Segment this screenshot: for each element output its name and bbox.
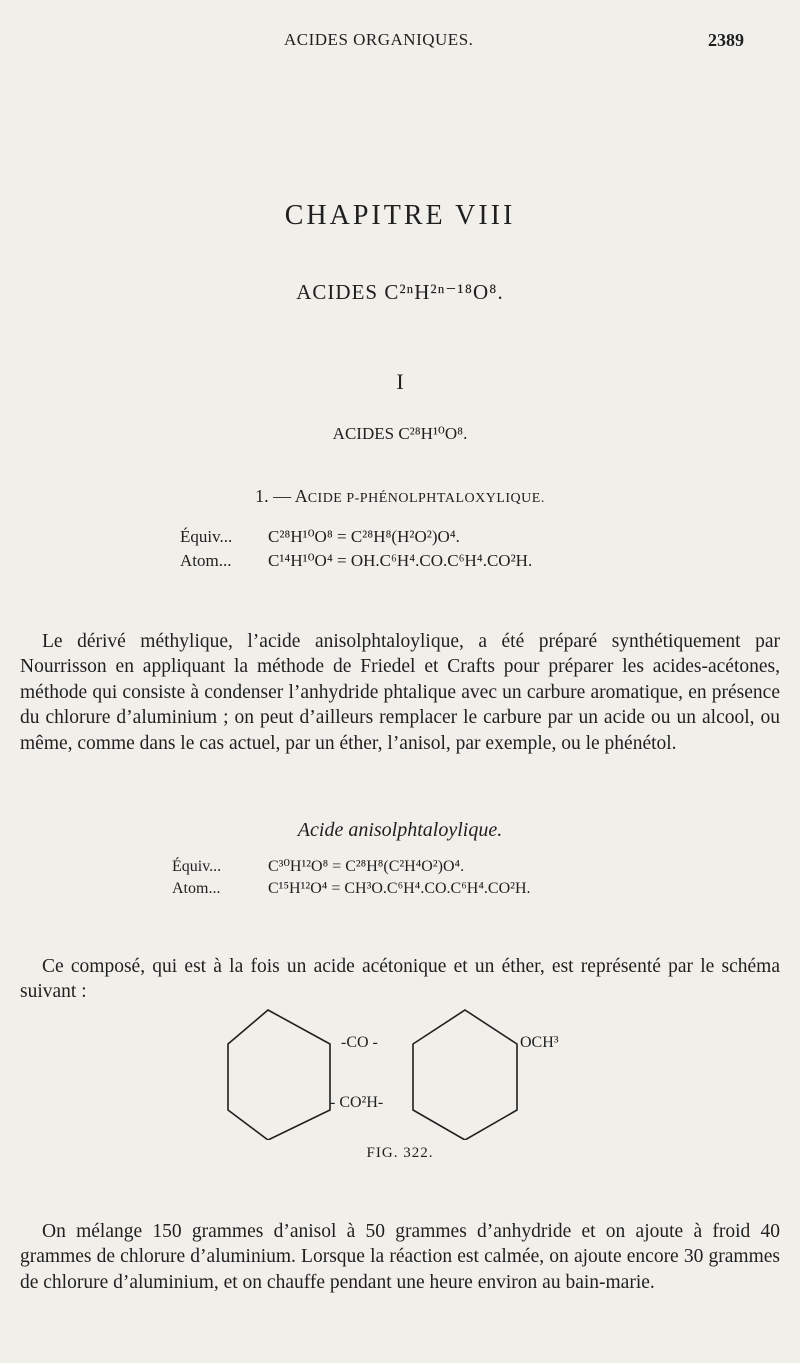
paragraph-schema-intro: Ce composé, qui est à la fois un acide acétonique et un éther, est représenté par le schéma suivant : [20,955,780,1002]
article-title [0,486,800,507]
section-formula: ACIDES C²⁸H¹⁰O⁸. [332,424,468,443]
formula-row [172,880,531,904]
section-number: I [396,369,404,394]
formula-value: C³⁰H¹²O⁸ = C²⁸H⁸(C²H⁴O²)O⁴. [268,858,465,875]
benzene-ring-left [228,1010,330,1140]
formula-label: Équiv... [180,527,233,546]
running-title: ACIDES ORGANIQUES. [284,30,474,49]
article-title-rest: CIDE P-PHÉNOLPHTALOXYLIQUE. [307,491,545,506]
formula-block-1 [180,527,532,575]
formula-row [172,856,531,880]
subtitle: Acide anisolphtaloylique. [297,819,503,841]
article-title-initial: A [294,486,308,506]
formula-value: C¹⁵H¹²O⁴ = CH³O.C⁶H⁴.CO.C⁶H⁴.CO²H. [268,880,531,897]
structure-figure [0,1000,800,1140]
page-number: 2389 [708,30,744,50]
formula-value: C²⁸H¹⁰O⁸ = C²⁸H⁸(H²O²)O⁴. [268,527,460,546]
benzene-ring-right [413,1010,517,1140]
methoxy-label: OCH³ [520,1034,559,1051]
chapter-title: CHAPITRE VIII [284,200,516,231]
formula-row [180,527,532,551]
formula-block-2 [172,856,531,904]
formula-row [180,551,532,575]
formula-label: Atom... [180,551,232,570]
carboxyl-label: - CO²H- [330,1094,384,1111]
structure-drawing [0,1000,800,1140]
paragraph-synthesis: Le dérivé méthylique, l’acide anisolphtaloylique, a été préparé synthétiquement par Nourrisson en appliquant la méthode de Friedel et Crafts pour préparer les acides-acétones, méthode qui consiste à condenser l’anhydride phtalique avec un carbure aromatique, en présence du chlorure d’aluminium ; on peut d’ailleurs remplacer le carbure par un acide ou un alcool, ou même, comme dans le cas actuel, par un éther, l’anisol, par exemple, ou le phénétol. [20,630,780,754]
group-formula: ACIDES C²ⁿH²ⁿ⁻¹⁸O⁸. [296,280,504,304]
carbonyl-bridge-label: -CO - [341,1034,378,1051]
figure-caption: FIG. 322. [366,1145,434,1161]
formula-value: C¹⁴H¹⁰O⁴ = OH.C⁶H⁴.CO.C⁶H⁴.CO²H. [268,551,533,570]
formula-label: Atom... [172,880,221,897]
paragraph-procedure: On mélange 150 grammes d’anisol à 50 grammes d’anhydride et on ajoute à froid 40 grammes de chlorure d’aluminium. Lorsque la réaction est calmée, on ajoute encore 30 grammes de chlorure d’aluminium, et on chauffe pendant une heure environ au bain-marie. [20,1220,780,1293]
page-header [0,30,800,54]
article-number: 1. — [255,486,295,506]
formula-label: Équiv... [172,858,222,875]
